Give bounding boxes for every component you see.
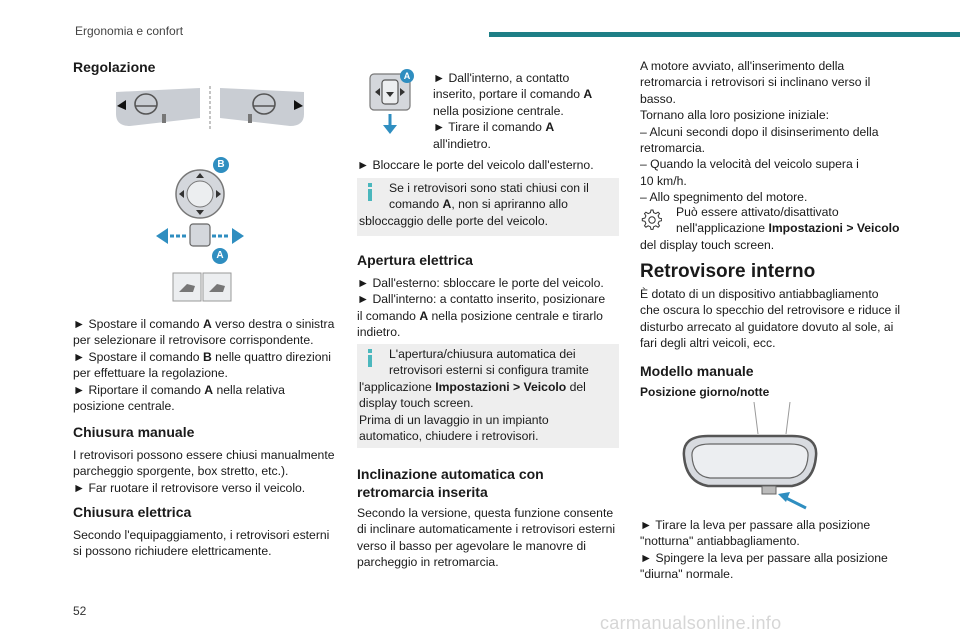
chiusura-manuale-text: I retrovisori possono essere chiusi manualmente parcheggio sporgente, box stretto, etc.). ► Far ruotare il retrovisore verso il veicolo. — [73, 448, 335, 495]
settings-note-text: Può essere attivato/disattivato nell'applicazione Impostazioni > Veicolo del display touch screen. — [640, 205, 900, 252]
col2-steps: ► Dall'interno, a contatto inserito, portare il comando A nella posizione centrale. ► Tirare il comando A all'indietro. — [433, 71, 593, 151]
control-joystick-illustration — [150, 156, 260, 274]
header-accent-bar — [489, 32, 960, 37]
label-a-badge: A — [212, 248, 228, 264]
watermark: carmanualsonline.info — [600, 613, 782, 633]
section-header: Ergonomia e confort — [75, 24, 184, 38]
mirror-steps: ► Tirare la leva per passare alla posizione "notturna" antiabbagliamento. ► Spingere la leva per passare alla posizione "diurna" normale. — [640, 518, 888, 582]
regolazione-heading: Regolazione — [73, 59, 156, 75]
interior-mirror-illustration — [678, 398, 822, 514]
col3-intro: A motore avviato, all'inserimento della retromarcia i retrovisori si inclinano verso il basso. Tornano alla loro posizione iniziale: – Alcuni secondi dopo il disinserimento della retromarcia. – Quando la velocità del veicolo supera i 10 km/h. – Allo spegnimento del motore. — [640, 59, 879, 205]
mirror-fold-buttons-illustration — [172, 272, 232, 302]
inclinazione-text: Secondo la versione, questa funzione consente di inclinare automaticamente i retrovisori esterni verso il basso per agevolare le manovre di parcheggio in retromarcia. — [357, 506, 616, 570]
posizione-heading: Posizione giorno/notte — [640, 385, 770, 399]
info-note-1-text: Se i retrovisori sono stati chiusi con il comando A, non si apriranno allo sbloccaggio delle porte del veicolo. — [359, 181, 589, 228]
mirror-selection-illustration — [112, 84, 308, 132]
label-a-badge-col2: A — [400, 69, 414, 83]
modello-manuale-heading: Modello manuale — [640, 363, 754, 379]
retrovisore-interno-heading: Retrovisore interno — [640, 261, 816, 282]
retrovisore-text: È dotato di un dispositivo antiabbagliamento che oscura lo specchio del retrovisore e riduce il disturbo arrecato al guidatore dovuto al sole, ai fari degli altri veicoli, ecc. — [640, 287, 901, 351]
info-note-2-text: L'apertura/chiusura automatica dei retrovisori esterni si configura tramite l'applicazione Impostazioni > Veicolo del display touch screen. Prima di un lavaggio in un impianto automatico, chiudere i retrovisori. — [359, 347, 589, 444]
chiusura-manuale-heading: Chiusura manuale — [73, 424, 195, 440]
col1-steps: ► Spostare il comando A verso destra o sinistra per selezionare il retrovisore corrispondente. ► Spostare il comando B nelle quattro direzioni per effettuare la regolazione. ► Riportare il comando A nella relativa posizione centrale. — [73, 317, 335, 414]
apertura-text: ► Dall'esterno: sbloccare le porte del veicolo. ► Dall'interno: a contatto inserito, posizionare il comando A nella posizione centrale e tirarlo indietro. — [357, 276, 606, 340]
label-b-badge: B — [213, 157, 229, 173]
apertura-heading: Apertura elettrica — [357, 252, 473, 268]
chiusura-elettrica-heading: Chiusura elettrica — [73, 504, 192, 520]
page-number: 52 — [73, 604, 87, 618]
lock-step: ► Bloccare le porte del veicolo dall'esterno. — [357, 158, 594, 172]
chiusura-elettrica-text: Secondo l'equipaggiamento, i retrovisori esterni si possono richiudere elettricamente. — [73, 528, 330, 559]
inclinazione-heading: Inclinazione automatica con retromarcia inserita — [357, 466, 544, 500]
